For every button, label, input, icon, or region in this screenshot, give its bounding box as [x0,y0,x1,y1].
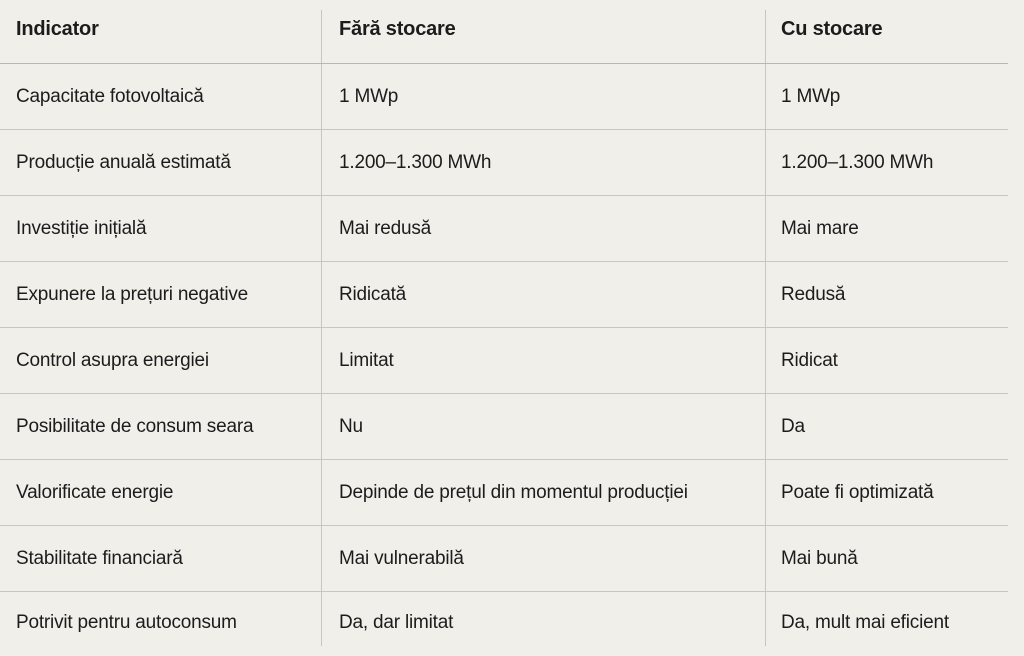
table-row [0,130,1008,196]
with-storage-cell: 1.200–1.300 MWh [781,151,934,173]
with-storage-cell: Mai bună [781,547,858,569]
with-storage-cell: Ridicat [781,349,838,371]
indicator-cell: Expunere la prețuri negative [16,283,249,305]
table-header-row [0,0,1008,64]
with-storage-cell: Redusă [781,283,846,305]
indicator-cell: Producție anuală estimată [16,151,231,173]
indicator-cell: Posibilitate de consum seara [16,415,254,437]
table-row [0,394,1008,460]
header-indicator: Indicator [16,18,99,40]
table-row [0,592,1008,654]
without-storage-cell: 1.200–1.300 MWh [339,151,492,173]
indicator-cell: Valorificate energie [16,481,174,503]
without-storage-cell: Mai vulnerabilă [339,547,464,569]
table-row [0,526,1008,592]
table-row [0,262,1008,328]
without-storage-cell: Mai redusă [339,217,431,239]
indicator-cell: Stabilitate financiară [16,547,183,569]
table-row [0,460,1008,526]
indicator-cell: Control asupra energiei [16,349,209,371]
with-storage-cell: Mai mare [781,217,859,239]
without-storage-cell: Ridicată [339,283,407,305]
with-storage-cell: Poate fi optimizată [781,481,934,503]
table-row [0,196,1008,262]
without-storage-cell: Da, dar limitat [339,612,454,633]
without-storage-cell: Depinde de prețul din momentul producției [339,481,688,503]
header-without-storage: Fără stocare [339,18,456,40]
indicator-cell: Potrivit pentru autoconsum [16,612,237,633]
header-with-storage: Cu stocare [781,18,883,40]
table-row [0,328,1008,394]
indicator-cell: Capacitate fotovoltaică [16,85,204,107]
without-storage-cell: Limitat [339,349,394,371]
table-row [0,64,1008,130]
indicator-cell: Investiție inițială [16,217,147,239]
with-storage-cell: 1 MWp [781,85,841,107]
with-storage-cell: Da, mult mai eficient [781,612,949,633]
with-storage-cell: Da [781,415,805,437]
without-storage-cell: Nu [339,415,363,437]
without-storage-cell: 1 MWp [339,85,399,107]
